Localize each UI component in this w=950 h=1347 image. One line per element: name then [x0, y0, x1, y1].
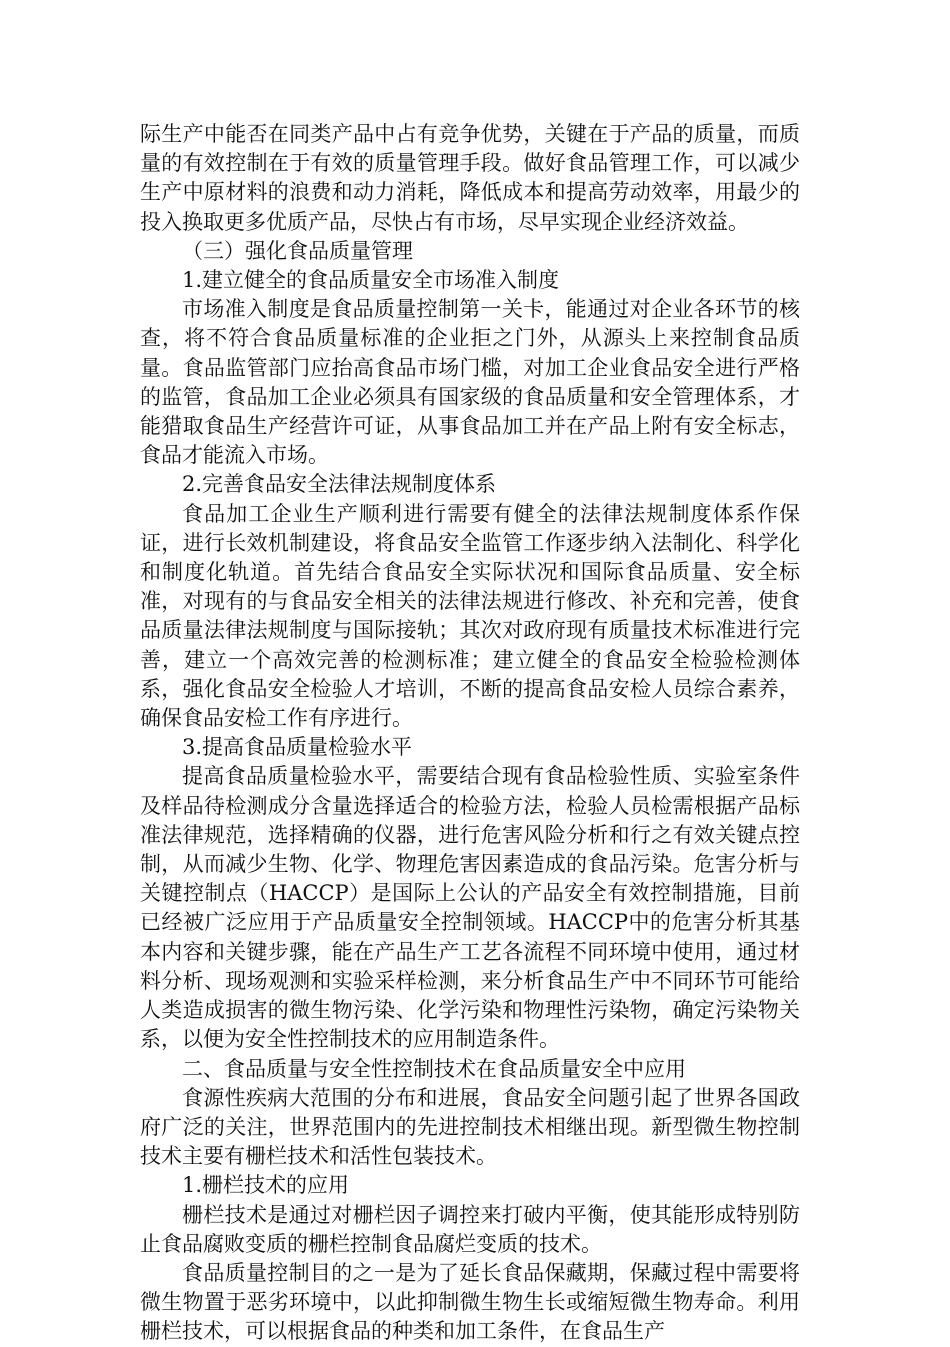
- section-heading-control-technology: 二、食品质量与安全性控制技术在食品质量安全中应用: [182, 1056, 686, 1081]
- paragraph-market-access: 市场准入制度是食品质量控制第一关卡，能通过对企业各环节的核查，将不符合食品质量标准的企业拒之门外，从源头上来控制食品质量。食品监管部门应抬高食品市场门槛，对加工企业食品安全进行严格的监管，食品加工企业必须具有国家级的食品质量和安全管理体系，才能猎取食品生产经营许可证，从事食品加工并在产品上附有安全标志，食品才能流入市场。: [140, 297, 800, 468]
- subheading-hurdle-technology: 1.栅栏技术的应用: [182, 1173, 350, 1198]
- paragraph-inspection-level: 提高食品质量检验水平，需要结合现有食品检验性质、实验室条件及样品待检测成分含量选择适合的检验方法，检验人员检需根据产品标准法律规范，选择精确的仪器，进行危害风险分析和行之有效关键点控制，从而减少生物、化学、物理危害因素造成的食品污染。危害分析与关键控制点（HACCP）是国际上公认的产品安全有效控制措施，目前已经被广泛应用于产品质量安全控制领域。HACCP中的危害分析其基本内容和关键步骤，能在产品生产工艺各流程不同环境中使用，通过材料分析、现场观测和实验采样检测，来分析食品生产中不同环节可能给人类造成损害的微生物污染、化学污染和物理性污染物，确定污染物关系，以便为安全性控制技术的应用制造条件。: [140, 764, 800, 1052]
- subheading-inspection-level: 3.提高食品质量检验水平: [182, 735, 413, 760]
- paragraph-hurdle-definition: 栅栏技术是通过对栅栏因子调控来打破内平衡，使其能形成特别防止食品腐败变质的栅栏控制食品腐烂变质的技术。: [140, 1202, 800, 1256]
- paragraph-foodborne-disease: 食源性疾病大范围的分布和进展，食品安全问题引起了世界各国政府广泛的关注，世界范围内的先进控制技术相继出现。新型微生物控制技术主要有栅栏技术和活性包装技术。: [140, 1085, 800, 1169]
- document-page: [140, 120, 800, 1347]
- paragraph-continuation: 际生产中能否在同类产品中占有竞争优势，关键在于产品的质量，而质量的有效控制在于有效的质量管理手段。做好食品管理工作，可以减少生产中原材料的浪费和动力消耗，降低成本和提高劳动效率，用最少的投入换取更多优质产品，尽快占有市场，尽早实现企业经济效益。: [140, 122, 800, 234]
- paragraph-legal-system: 食品加工企业生产顺利进行需要有健全的法律法规制度体系作保证，进行长效机制建设，将食品安全监管工作逐步纳入法制化、科学化和制度化轨道。首先结合食品安全实际状况和国际食品质量、安全标准，对现有的与食品安全相关的法律法规进行修改、补充和完善，使食品质量法律法规制度与国际接轨；其次对政府现有质量技术标准进行完善，建立一个高效完善的检测标准；建立健全的食品安全检验检测体系，强化食品安全检验人才培训，不断的提高食品安检人员综合素养，确保食品安检工作有序进行。: [140, 501, 800, 731]
- section-heading-strengthen-quality-management: （三）强化食品质量管理: [182, 238, 413, 263]
- paragraph-shelf-life: 食品质量控制目的之一是为了延长食品保藏期，保藏过程中需要将微生物置于恶劣环境中，以此抑制微生物生长或缩短微生物寿命。利用栅栏技术，可以根据食品的种类和加工条件，在食品生产: [140, 1260, 800, 1344]
- subheading-legal-system: 2.完善食品安全法律法规制度体系: [182, 472, 497, 497]
- subheading-market-access-system: 1.建立健全的食品质量安全市场准入制度: [182, 268, 560, 293]
